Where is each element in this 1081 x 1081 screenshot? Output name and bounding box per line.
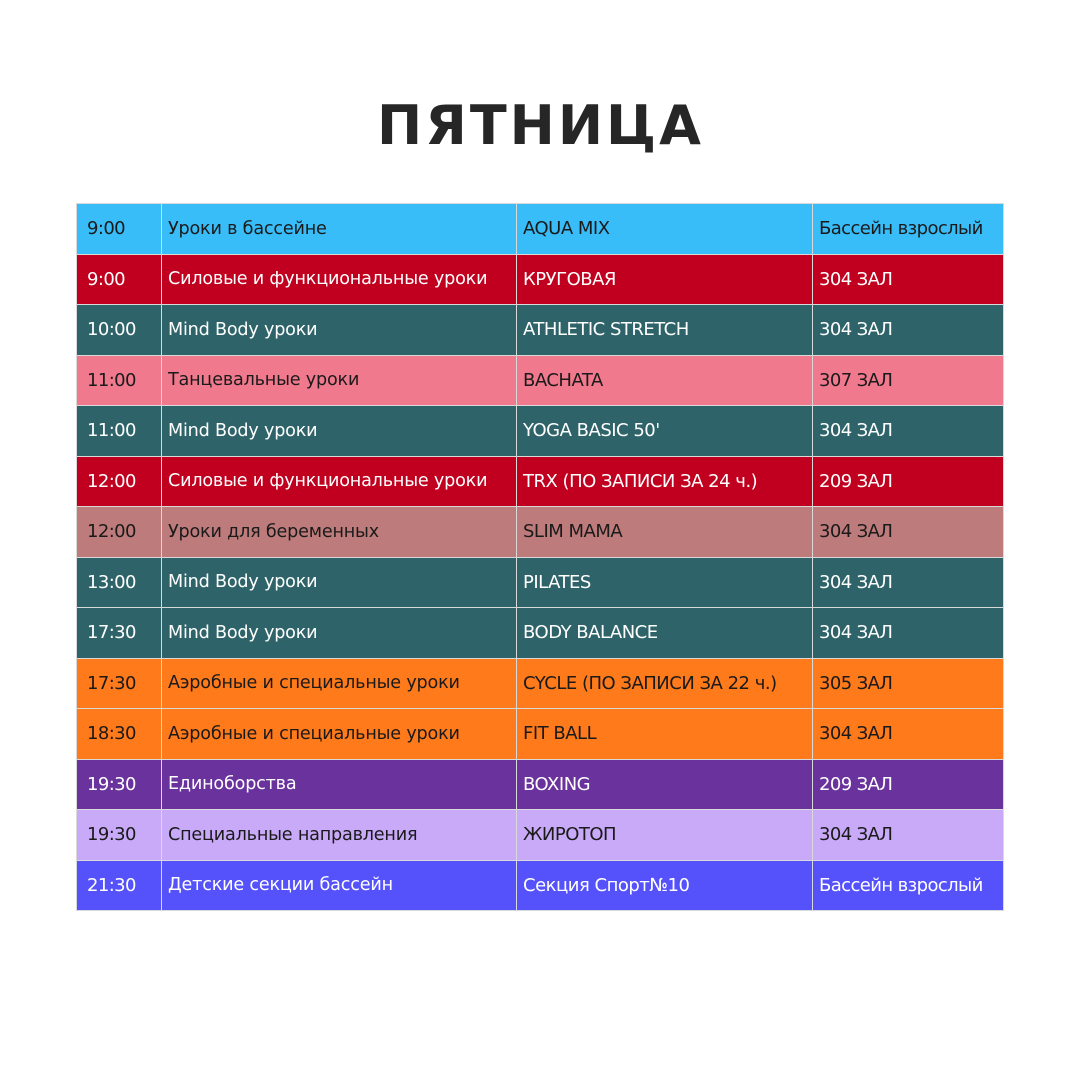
time-cell: 11:00: [77, 406, 162, 457]
class-name-cell: FIT BALL: [517, 709, 813, 760]
room-cell: 304 ЗАЛ: [813, 507, 1004, 558]
schedule-table: [76, 203, 1004, 911]
room-cell: 209 ЗАЛ: [813, 456, 1004, 507]
category-cell: Mind Body уроки: [162, 305, 517, 356]
class-name-cell: ATHLETIC STRETCH: [517, 305, 813, 356]
schedule-row: [77, 608, 1004, 659]
time-cell: 10:00: [77, 305, 162, 356]
category-cell: Mind Body уроки: [162, 406, 517, 457]
time-cell: 19:30: [77, 810, 162, 861]
time-cell: 9:00: [77, 204, 162, 255]
schedule-row: [77, 456, 1004, 507]
time-cell: 9:00: [77, 254, 162, 305]
schedule-row: [77, 305, 1004, 356]
class-name-cell: BACHATA: [517, 355, 813, 406]
category-cell: Детские секции бассейн: [162, 860, 517, 911]
room-cell: 304 ЗАЛ: [813, 406, 1004, 457]
schedule-row: [77, 759, 1004, 810]
room-cell: 304 ЗАЛ: [813, 709, 1004, 760]
time-cell: 11:00: [77, 355, 162, 406]
class-name-cell: AQUA MIX: [517, 204, 813, 255]
category-cell: Аэробные и специальные уроки: [162, 709, 517, 760]
class-name-cell: BODY BALANCE: [517, 608, 813, 659]
room-cell: 307 ЗАЛ: [813, 355, 1004, 406]
room-cell: Бассейн взрослый: [813, 204, 1004, 255]
time-cell: 18:30: [77, 709, 162, 760]
category-cell: Танцевальные уроки: [162, 355, 517, 406]
time-cell: 13:00: [77, 557, 162, 608]
time-cell: 17:30: [77, 658, 162, 709]
schedule-row: [77, 709, 1004, 760]
schedule-row: [77, 860, 1004, 911]
time-cell: 12:00: [77, 456, 162, 507]
room-cell: Бассейн взрослый: [813, 860, 1004, 911]
class-name-cell: CYCLE (ПО ЗАПИСИ ЗА 22 ч.): [517, 658, 813, 709]
category-cell: Уроки в бассейне: [162, 204, 517, 255]
category-cell: Силовые и функциональные уроки: [162, 456, 517, 507]
class-name-cell: SLIM MAMA: [517, 507, 813, 558]
schedule-row: [77, 557, 1004, 608]
class-name-cell: YOGA BASIC 50': [517, 406, 813, 457]
class-name-cell: BOXING: [517, 759, 813, 810]
time-cell: 12:00: [77, 507, 162, 558]
schedule-body: [77, 204, 1004, 911]
category-cell: Специальные направления: [162, 810, 517, 861]
category-cell: Mind Body уроки: [162, 608, 517, 659]
schedule-row: [77, 355, 1004, 406]
room-cell: 304 ЗАЛ: [813, 305, 1004, 356]
category-cell: Единоборства: [162, 759, 517, 810]
page-title: ПЯТНИЦА: [377, 94, 704, 157]
schedule-row: [77, 204, 1004, 255]
room-cell: 304 ЗАЛ: [813, 810, 1004, 861]
room-cell: 304 ЗАЛ: [813, 608, 1004, 659]
category-cell: Уроки для беременных: [162, 507, 517, 558]
category-cell: Аэробные и специальные уроки: [162, 658, 517, 709]
room-cell: 304 ЗАЛ: [813, 557, 1004, 608]
room-cell: 209 ЗАЛ: [813, 759, 1004, 810]
class-name-cell: ЖИРОТОП: [517, 810, 813, 861]
class-name-cell: PILATES: [517, 557, 813, 608]
schedule-row: [77, 254, 1004, 305]
room-cell: 305 ЗАЛ: [813, 658, 1004, 709]
category-cell: Силовые и функциональные уроки: [162, 254, 517, 305]
class-name-cell: TRX (ПО ЗАПИСИ ЗА 24 ч.): [517, 456, 813, 507]
room-cell: 304 ЗАЛ: [813, 254, 1004, 305]
class-name-cell: КРУГОВАЯ: [517, 254, 813, 305]
schedule-row: [77, 406, 1004, 457]
category-cell: Mind Body уроки: [162, 557, 517, 608]
schedule-row: [77, 658, 1004, 709]
class-name-cell: Секция Спорт№10: [517, 860, 813, 911]
time-cell: 21:30: [77, 860, 162, 911]
time-cell: 19:30: [77, 759, 162, 810]
schedule-row: [77, 810, 1004, 861]
schedule-row: [77, 507, 1004, 558]
time-cell: 17:30: [77, 608, 162, 659]
